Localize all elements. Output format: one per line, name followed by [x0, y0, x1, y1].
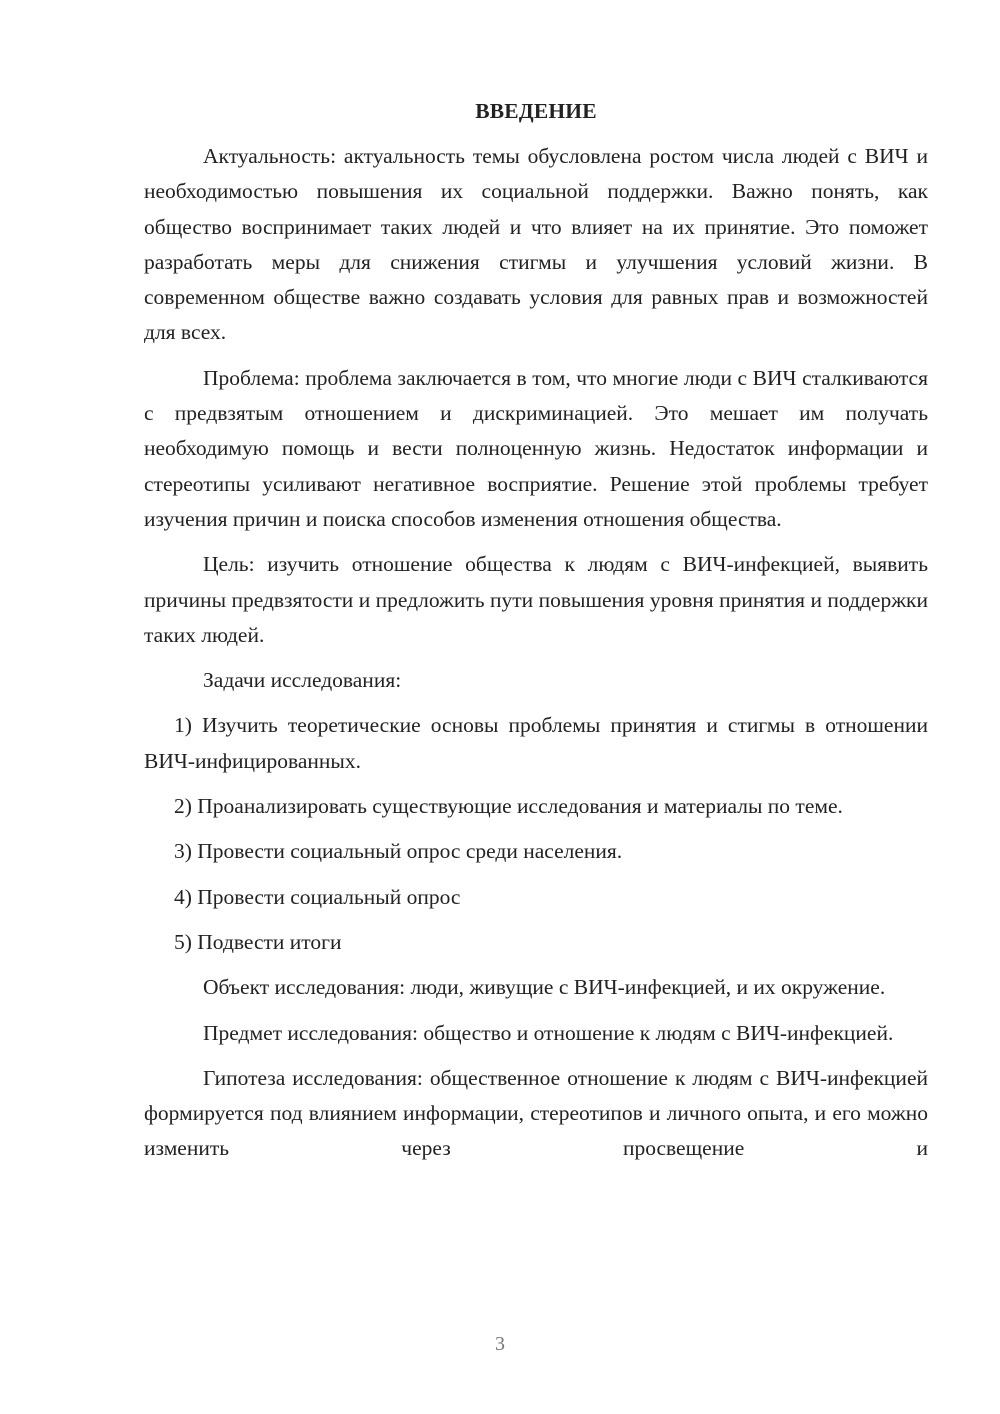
page-body [144, 94, 928, 1167]
page-title: ВВЕДЕНИЕ [475, 99, 597, 123]
task-item-3: 3) Провести социальный опрос среди населения. [174, 839, 623, 864]
hypothesis-paragraph: Гипотеза исследования: общественное отношение к людям с ВИЧ-инфекцией формируется под влиянием информации, стереотипов и личного опыта, и его можно изменить через просвещение и [144, 1065, 928, 1161]
task-item-1: 1) Изучить теоретические основы проблемы принятия и стигмы в отношении ВИЧ-инфицированных. [144, 713, 928, 773]
tasks-heading: Задачи исследования: [203, 668, 402, 693]
task-item-4: 4) Провести социальный опрос [174, 884, 461, 909]
relevance-paragraph: Актуальность: актуальность темы обусловлена ростом числа людей с ВИЧ и необходимостью повышения их социальной поддержки. Важно понять, как общество воспринимает таких людей и что влияет на их принятие. Это поможет разработать меры для снижения стигмы и улучшения условий жизни. В современном обществе важно создавать условия для равных прав и возможностей для всех. [144, 144, 928, 345]
page-number: 3 [495, 1333, 505, 1355]
task-item-5: 5) Подвести итоги [174, 929, 342, 954]
object-paragraph: Объект исследования: люди, живущие с ВИЧ-инфекцией, и их окружение. [203, 975, 886, 1000]
task-item-2: 2) Проанализировать существующие исследования и материалы по теме. [174, 794, 843, 819]
goal-paragraph: Цель: изучить отношение общества к людям с ВИЧ-инфекцией, выявить причины предвзятости и предложить пути повышения уровня принятия и поддержки таких людей. [144, 552, 928, 647]
subject-paragraph: Предмет исследования: общество и отношение к людям с ВИЧ-инфекцией. [203, 1020, 894, 1045]
problem-paragraph: Проблема: проблема заключается в том, что многие люди с ВИЧ сталкиваются с предвзятым отношением и дискриминацией. Это мешает им получать необходимую помощь и вести полноценную жизнь. Недостаток информации и стереотипы усиливают негативное восприятие. Решение этой проблемы требует изучения причин и поиска способов изменения отношения общества. [144, 365, 928, 531]
